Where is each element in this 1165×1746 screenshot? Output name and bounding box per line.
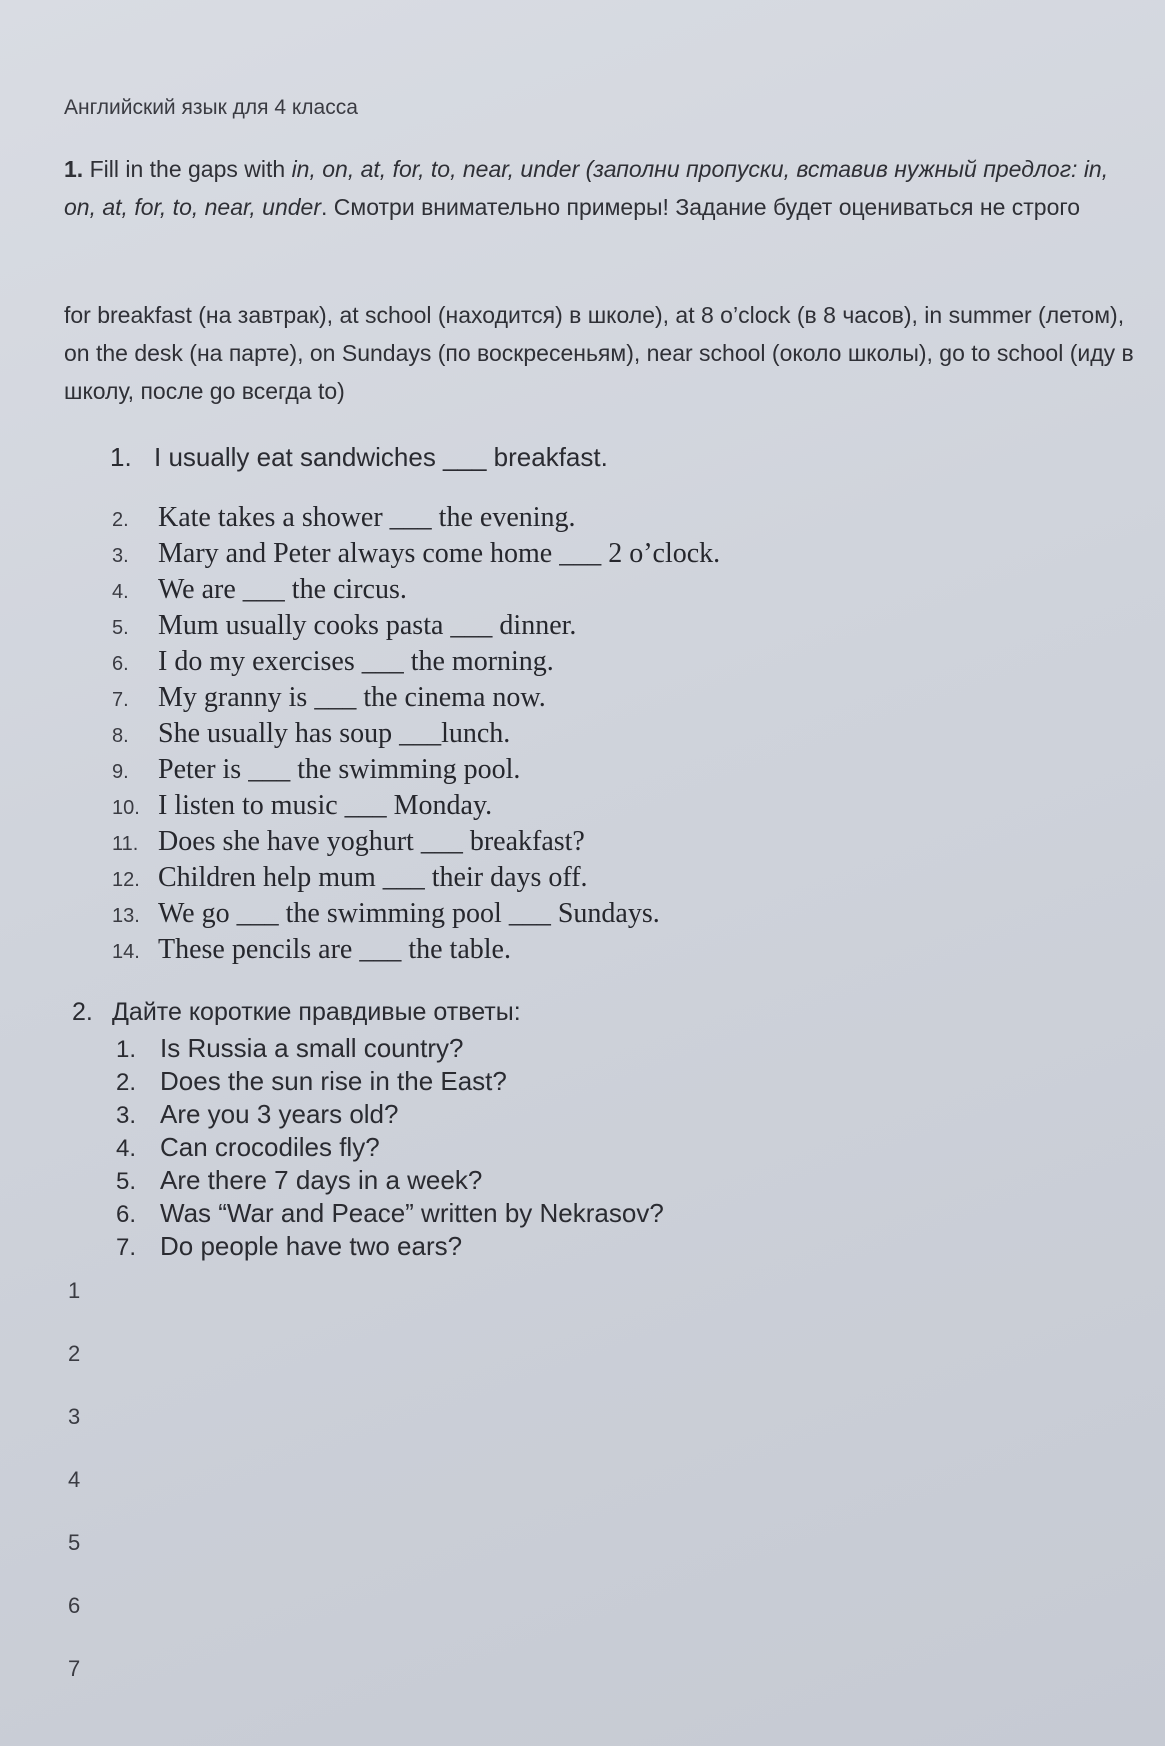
question-number: 2. — [116, 1069, 137, 1096]
gap-item-number: 12. — [112, 869, 140, 891]
gap-item — [112, 896, 720, 932]
question-item — [116, 1197, 664, 1230]
gap-item-number: 14. — [112, 941, 140, 963]
gap-item-text: Kate takes a shower ___ the evening. — [158, 502, 576, 533]
answer-line-number: 3 — [68, 1404, 81, 1429]
task1-text-b: . Смотри внимательно примеры! Задание будет оцениваться не строго — [321, 194, 1081, 220]
gap-item-number: 10. — [112, 797, 140, 819]
question-text: Does the sun rise in the East? — [160, 1066, 507, 1096]
task1-instructions — [64, 150, 1124, 226]
gap-item-number: 3. — [112, 545, 129, 567]
gap-item-text: Mary and Peter always come home ___ 2 o’clock. — [158, 538, 721, 569]
gap-item — [112, 680, 720, 716]
gap-item-text: Does she have yoghurt ___ breakfast? — [158, 826, 585, 857]
gap-item-text: Peter is ___ the swimming pool. — [158, 754, 521, 785]
gap-item-text: My granny is ___ the cinema now. — [158, 682, 546, 713]
question-text: Can crocodiles fly? — [160, 1132, 380, 1162]
answer-line-number: 5 — [68, 1530, 81, 1555]
answer-line-number: 7 — [68, 1656, 81, 1681]
question-number: 4. — [116, 1135, 137, 1162]
gap-item-1 — [110, 442, 608, 473]
gap-item — [112, 788, 720, 824]
question-number: 1. — [116, 1036, 137, 1063]
questions-list — [116, 1032, 664, 1263]
question-item — [116, 1230, 664, 1263]
gap-item-text: I do my exercises ___ the morning. — [158, 646, 554, 677]
question-item — [116, 1131, 664, 1164]
question-number: 3. — [116, 1102, 137, 1129]
gap-item — [112, 500, 720, 536]
task1-number: 1. — [64, 156, 84, 182]
gap-item — [112, 860, 720, 896]
answer-line-number: 4 — [68, 1467, 81, 1492]
gap-item-number: 2. — [112, 509, 129, 531]
question-text: Is Russia a small country? — [160, 1033, 464, 1063]
gap-item-number: 13. — [112, 905, 140, 927]
question-item — [116, 1164, 664, 1197]
gap-item — [112, 752, 720, 788]
gap-item — [112, 536, 720, 572]
gap-item-number: 11. — [112, 833, 139, 855]
gap-item — [112, 824, 720, 860]
task1-text-a: Fill in the gaps with — [89, 156, 286, 182]
task2-number: 2. — [72, 998, 93, 1026]
task1-prepositions: in, on, at, for, to, near, under (заполни пропуски, вставив нужный предлог: in, on, at, for, to, near, under — [64, 156, 1109, 220]
answer-lines-list — [68, 1276, 80, 1717]
gap-item-number: 4. — [112, 581, 129, 603]
question-item — [116, 1098, 664, 1131]
gap-items-list — [112, 500, 720, 968]
gap-item-number: 7. — [112, 689, 129, 711]
question-item — [116, 1065, 664, 1098]
gap-item-number: 9. — [112, 761, 129, 783]
gap-item — [112, 932, 720, 968]
gap-item-number: 1. — [110, 442, 132, 472]
gap-item-text: Mum usually cooks pasta ___ dinner. — [158, 610, 577, 641]
gap-item-number: 6. — [112, 653, 129, 675]
gap-item — [112, 644, 720, 680]
gap-item-text: We go ___ the swimming pool ___ Sundays. — [158, 898, 660, 929]
question-text: Do people have two ears? — [160, 1231, 463, 1261]
task2-heading — [72, 998, 521, 1027]
question-text: Are there 7 days in a week? — [160, 1165, 483, 1195]
gap-item-number: 5. — [112, 617, 129, 639]
question-text: Was “War and Peace” written by Nekrasov? — [160, 1198, 664, 1228]
task2-title: Дайте короткие правдивые ответы: — [112, 998, 521, 1026]
gap-item-text: She usually has soup ___lunch. — [158, 718, 511, 749]
question-item — [116, 1032, 664, 1065]
answer-line-number: 2 — [68, 1341, 81, 1366]
gap-item-text: These pencils are ___ the table. — [158, 934, 511, 965]
question-number: 7. — [116, 1234, 137, 1261]
question-number: 5. — [116, 1168, 137, 1195]
answer-line-number: 6 — [68, 1593, 81, 1618]
gap-item-text: Children help mum ___ their days off. — [158, 862, 588, 893]
gap-item — [112, 608, 720, 644]
examples-paragraph: for breakfast (на завтрак), at school (находится) в школе), at 8 o’clock (в 8 часов), in summer (летом), on the desk (на парте), on Sundays (по воскресеньям), near school (около школы), go to school (иду в школу, после go всегда to) — [64, 302, 1134, 404]
answer-line-number: 1 — [68, 1278, 81, 1303]
gap-item-number: 8. — [112, 725, 129, 747]
gap-item-text: We are ___ the circus. — [158, 574, 407, 605]
gap-item — [112, 716, 720, 752]
page-header: Английский язык для 4 класса — [64, 96, 358, 119]
question-text: Are you 3 years old? — [160, 1099, 399, 1129]
gap-item-text: I listen to music ___ Monday. — [158, 790, 493, 821]
question-number: 6. — [116, 1201, 137, 1228]
gap-item-text: I usually eat sandwiches ___ breakfast. — [154, 442, 608, 472]
gap-item — [112, 572, 720, 608]
